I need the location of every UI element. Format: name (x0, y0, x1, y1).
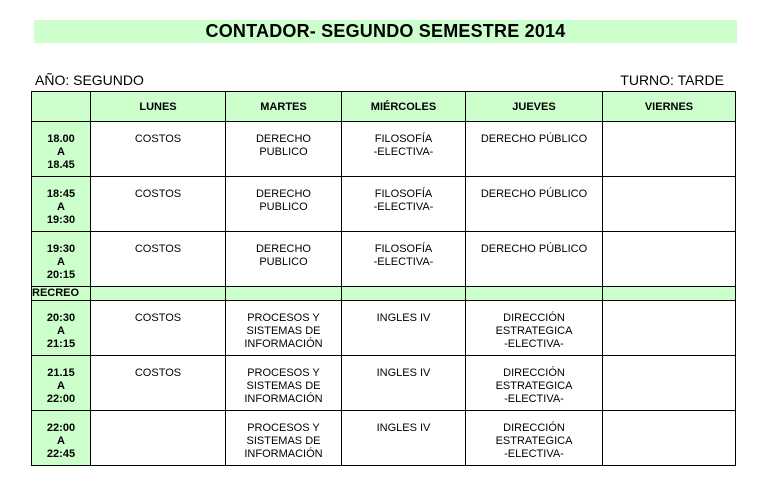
day-header: JUEVES (466, 92, 603, 122)
class-cell (466, 232, 603, 287)
class-name: PROCESOS Y SISTEMAS DE INFORMACIÓN (244, 367, 323, 405)
year-label: AÑO: SEGUNDO (35, 72, 144, 88)
class-cell (91, 411, 226, 466)
class-name: DERECHO PUBLICO (255, 188, 311, 213)
class-name: COSTOS (134, 367, 182, 379)
class-name: DERECHO PÚBLICO (480, 133, 588, 145)
class-name: INGLES IV (376, 312, 431, 324)
class-cell (466, 301, 603, 356)
table-row (32, 356, 736, 411)
header-row (32, 92, 736, 122)
time-end: 19:30 (46, 214, 76, 226)
class-cell (91, 356, 226, 411)
day-header: LUNES (91, 92, 226, 122)
class-cell (342, 232, 466, 287)
class-cell (342, 356, 466, 411)
class-name: COSTOS (134, 188, 182, 200)
class-cell (226, 301, 342, 356)
day-header: MARTES (226, 92, 342, 122)
class-name: COSTOS (134, 243, 182, 255)
class-cell (342, 122, 466, 177)
class-name: DERECHO PUBLICO (255, 243, 311, 268)
table-row (32, 232, 736, 287)
recess-cell (91, 287, 226, 301)
class-cell (342, 177, 466, 232)
class-cell (603, 356, 736, 411)
table-row (32, 411, 736, 466)
class-cell (91, 301, 226, 356)
class-cell (226, 177, 342, 232)
class-cell (342, 301, 466, 356)
class-cell (603, 232, 736, 287)
schedule-body (32, 122, 736, 466)
recess-row (32, 287, 736, 301)
time-separator: A (57, 256, 65, 268)
class-name: PROCESOS Y SISTEMAS DE INFORMACIÓN (244, 422, 323, 460)
class-cell (226, 411, 342, 466)
recess-label: RECREO (32, 287, 91, 301)
page-title: CONTADOR- SEGUNDO SEMESTRE 2014 (34, 20, 737, 43)
time-start: 18:45 (46, 188, 76, 200)
recess-cell (603, 287, 736, 301)
time-end: 22:00 (46, 393, 76, 405)
time-cell (32, 177, 91, 232)
time-separator: A (57, 325, 65, 337)
time-separator: A (57, 201, 65, 213)
time-cell (32, 122, 91, 177)
class-cell (91, 122, 226, 177)
time-start: 20:30 (46, 312, 76, 324)
time-start: 19:30 (46, 243, 76, 255)
day-header: VIERNES (603, 92, 736, 122)
day-header: MIÉRCOLES (342, 92, 466, 122)
recess-cell (466, 287, 603, 301)
class-name: INGLES IV (376, 422, 431, 434)
class-cell (466, 411, 603, 466)
class-cell (466, 177, 603, 232)
class-cell (91, 177, 226, 232)
class-cell (603, 177, 736, 232)
class-cell (466, 356, 603, 411)
class-cell (603, 122, 736, 177)
time-cell (32, 301, 91, 356)
time-separator: A (57, 435, 65, 447)
class-name: FILOSOFÍA -ELECTIVA- (373, 133, 434, 158)
class-name: PROCESOS Y SISTEMAS DE INFORMACIÓN (244, 312, 323, 350)
time-end: 18.45 (47, 159, 75, 171)
table-row (32, 177, 736, 232)
class-cell (466, 122, 603, 177)
class-cell (226, 356, 342, 411)
time-start: 22:00 (46, 422, 76, 434)
time-cell (32, 411, 91, 466)
class-cell (226, 232, 342, 287)
time-cell (32, 232, 91, 287)
class-name: DIRECCIÓN ESTRATEGICA -ELECTIVA- (495, 312, 573, 350)
class-cell (342, 411, 466, 466)
schedule-table (31, 91, 736, 466)
table-row (32, 122, 736, 177)
class-cell (603, 301, 736, 356)
class-name: FILOSOFÍA -ELECTIVA- (373, 188, 434, 213)
class-name: DERECHO PUBLICO (255, 133, 311, 158)
table-row (32, 301, 736, 356)
recess-cell (226, 287, 342, 301)
shift-label: TURNO: TARDE (620, 72, 724, 88)
time-start: 18.00 (47, 133, 75, 145)
time-start: 21.15 (47, 367, 75, 379)
class-cell (603, 411, 736, 466)
class-name: DIRECCIÓN ESTRATEGICA -ELECTIVA- (495, 422, 573, 460)
class-name: FILOSOFÍA -ELECTIVA- (373, 243, 434, 268)
class-name: INGLES IV (376, 367, 431, 379)
time-separator: A (57, 380, 65, 392)
recess-cell (342, 287, 466, 301)
class-name: COSTOS (134, 133, 182, 145)
time-cell (32, 356, 91, 411)
time-separator: A (57, 146, 65, 158)
class-cell (226, 122, 342, 177)
class-name: DIRECCIÓN ESTRATEGICA -ELECTIVA- (495, 367, 573, 405)
class-name: DERECHO PÚBLICO (480, 188, 588, 200)
schedule-header (32, 92, 736, 122)
time-end: 22:45 (46, 448, 76, 460)
class-name: DERECHO PÚBLICO (480, 243, 588, 255)
class-name: COSTOS (134, 312, 182, 324)
corner-cell (32, 92, 91, 122)
class-cell (91, 232, 226, 287)
time-end: 21:15 (46, 338, 76, 350)
time-end: 20:15 (46, 269, 76, 281)
